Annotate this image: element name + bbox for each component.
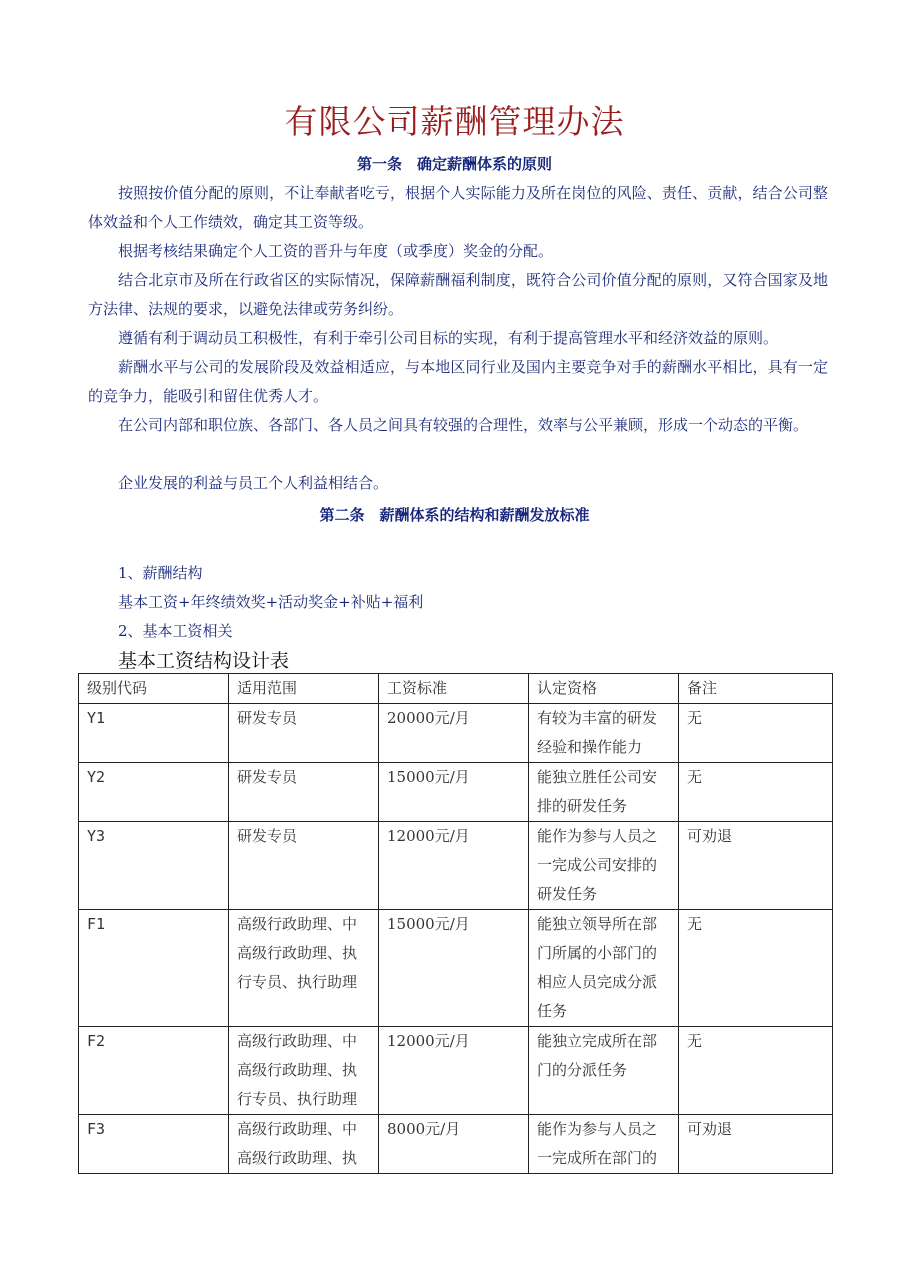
cell-scope: 研发专员 bbox=[229, 822, 379, 910]
cell-remarks: 可劝退 bbox=[679, 822, 833, 910]
cell-salary: 8000元/月 bbox=[379, 1115, 529, 1174]
cell-remarks: 无 bbox=[679, 763, 833, 822]
cell-qualification: 能独立领导所在部门所属的小部门的相应人员完成分派任务 bbox=[529, 910, 679, 1027]
cell-scope: 研发专员 bbox=[229, 763, 379, 822]
cell-remarks: 无 bbox=[679, 910, 833, 1027]
section-1-paragraph-5: 薪酬水平与公司的发展阶段及效益相适应，与本地区同行业及国内主要竞争对手的薪酬水平相比，具有一定的竞争力，能吸引和留住优秀人才。 bbox=[88, 358, 828, 405]
cell-qualification: 能作为参与人员之一完成所在部门的 bbox=[529, 1115, 679, 1174]
base-salary-table bbox=[78, 673, 833, 1174]
table-header-row bbox=[79, 674, 833, 704]
cell-qualification: 能独立胜任公司安排的研发任务 bbox=[529, 763, 679, 822]
section-1-paragraph-7: 企业发展的利益与员工个人利益相结合。 bbox=[118, 474, 389, 492]
section-1-paragraph-3: 结合北京市及所在行政省区的实际情况，保障薪酬福利制度，既符合公司价值分配的原则，又符合国家及地方法律、法规的要求，以避免法律或劳务纠纷。 bbox=[88, 271, 828, 318]
cell-salary: 12000元/月 bbox=[379, 822, 529, 910]
cell-level-code: F2 bbox=[79, 1027, 229, 1115]
cell-qualification: 能作为参与人员之一完成公司安排的研发任务 bbox=[529, 822, 679, 910]
header-scope: 适用范围 bbox=[229, 674, 379, 704]
cell-salary: 15000元/月 bbox=[379, 763, 529, 822]
header-remarks: 备注 bbox=[679, 674, 833, 704]
cell-level-code: F3 bbox=[79, 1115, 229, 1174]
header-qualification: 认定资格 bbox=[529, 674, 679, 704]
cell-scope: 高级行政助理、中高级行政助理、执 bbox=[229, 1115, 379, 1174]
section-1-paragraph-2: 根据考核结果确定个人工资的晋升与年度（或季度）奖金的分配。 bbox=[118, 242, 554, 260]
cell-salary: 12000元/月 bbox=[379, 1027, 529, 1115]
salary-structure-formula: 基本工资+年终绩效奖+活动奖金+补贴+福利 bbox=[118, 593, 424, 611]
document-title: 有限公司薪酬管理办法 bbox=[284, 102, 625, 141]
salary-structure-item: 1、薪酬结构 bbox=[118, 564, 203, 582]
cell-level-code: Y1 bbox=[79, 704, 229, 763]
cell-qualification: 能独立完成所在部门的分派任务 bbox=[529, 1027, 679, 1115]
cell-salary: 20000元/月 bbox=[379, 704, 529, 763]
cell-scope: 高级行政助理、中高级行政助理、执行专员、执行助理 bbox=[229, 910, 379, 1027]
section-1-paragraph-1: 按照按价值分配的原则，不让奉献者吃亏，根据个人实际能力及所在岗位的风险、责任、贡献，结合公司整体效益和个人工作绩效，确定其工资等级。 bbox=[88, 184, 828, 231]
table-row bbox=[79, 1027, 833, 1115]
section-1-paragraph-6: 在公司内部和职位族、各部门、各人员之间具有较强的合理性，效率与公平兼顾，形成一个动态的平衡。 bbox=[118, 416, 809, 434]
table-row bbox=[79, 1115, 833, 1174]
table-row bbox=[79, 822, 833, 910]
cell-remarks: 无 bbox=[679, 704, 833, 763]
section-1-heading: 第一条 确定薪酬体系的原则 bbox=[356, 155, 552, 173]
cell-level-code: F1 bbox=[79, 910, 229, 1027]
cell-level-code: Y3 bbox=[79, 822, 229, 910]
table-row bbox=[79, 704, 833, 763]
section-1-paragraph-4: 遵循有利于调动员工积极性，有利于牵引公司目标的实现，有利于提高管理水平和经济效益的原则。 bbox=[118, 329, 779, 347]
header-salary-standard: 工资标准 bbox=[379, 674, 529, 704]
table-row bbox=[79, 910, 833, 1027]
cell-level-code: Y2 bbox=[79, 763, 229, 822]
header-level-code: 级别代码 bbox=[79, 674, 229, 704]
cell-salary: 15000元/月 bbox=[379, 910, 529, 1027]
section-2-heading: 第二条 薪酬体系的结构和薪酬发放标准 bbox=[319, 506, 590, 524]
cell-scope: 高级行政助理、中高级行政助理、执行专员、执行助理 bbox=[229, 1027, 379, 1115]
cell-qualification: 有较为丰富的研发经验和操作能力 bbox=[529, 704, 679, 763]
table-row bbox=[79, 763, 833, 822]
base-salary-item: 2、基本工资相关 bbox=[118, 622, 233, 640]
cell-remarks: 无 bbox=[679, 1027, 833, 1115]
table-caption: 基本工资结构设计表 bbox=[118, 650, 290, 672]
cell-remarks: 可劝退 bbox=[679, 1115, 833, 1174]
cell-scope: 研发专员 bbox=[229, 704, 379, 763]
